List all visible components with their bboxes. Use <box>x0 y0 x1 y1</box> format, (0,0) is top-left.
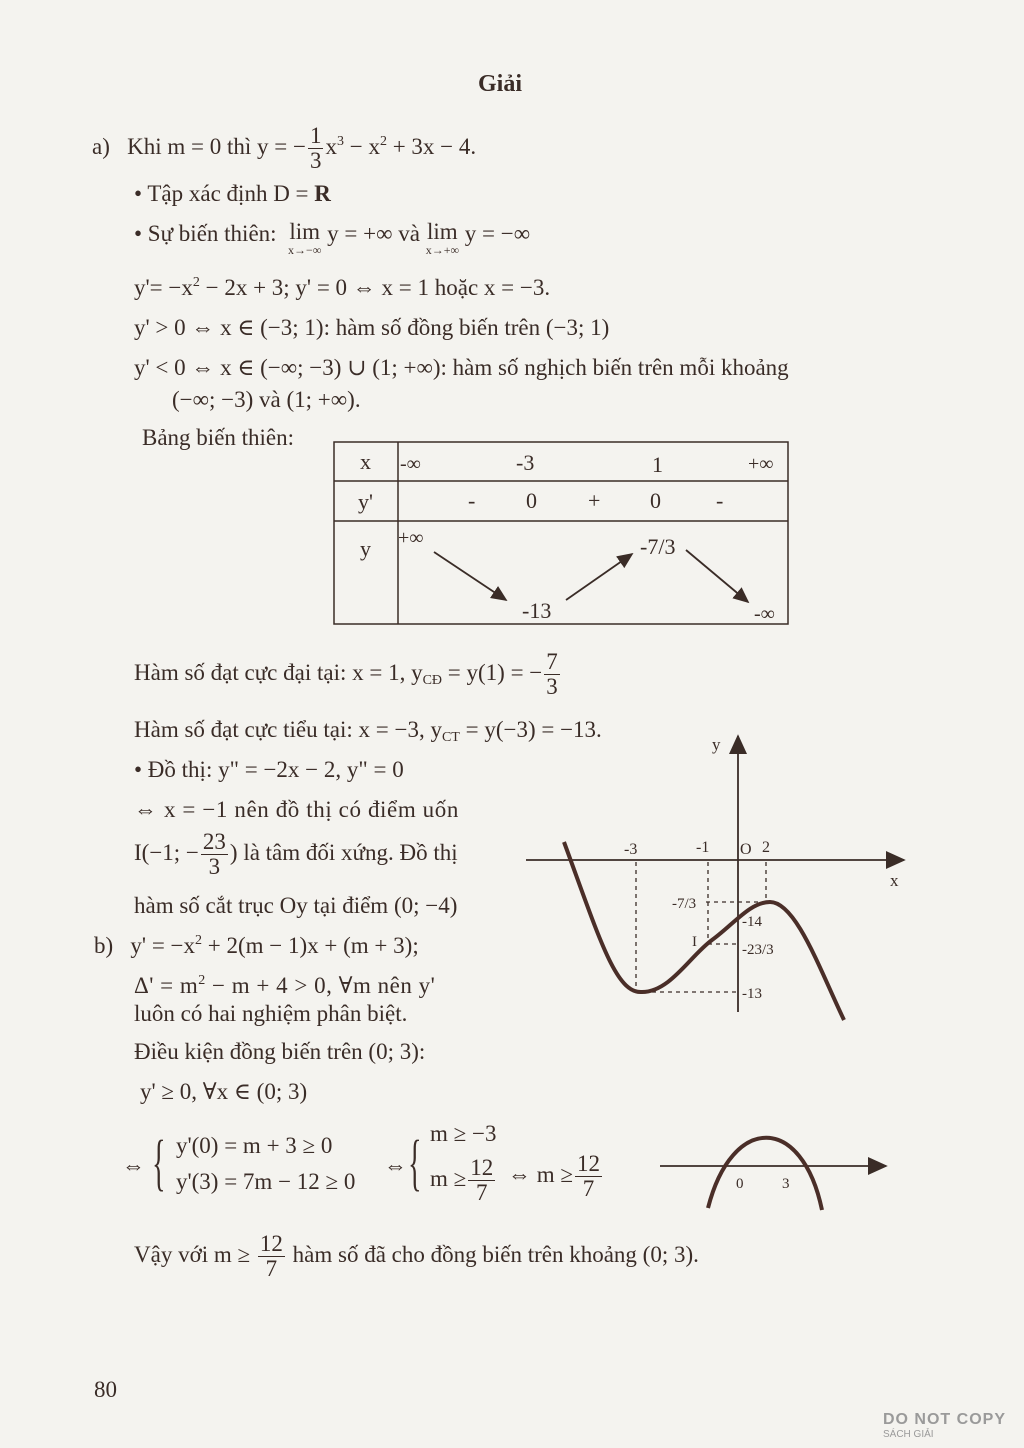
table-x-val: -3 <box>516 450 535 475</box>
graph-line-3: I(−1; − $\frac{23}{3}$ ) là tâm đối xứng. Đồ thị <box>134 829 458 879</box>
system-arrow-1: ⇔ <box>122 1153 145 1178</box>
system-2-eq-2: m ≥ $\frac{12}{7}$ <box>430 1155 494 1205</box>
system-2-eq-1: m ≥ −3 <box>430 1121 497 1146</box>
fraction: $\frac{7}{3}$ <box>546 649 558 699</box>
table-header-x: x <box>360 449 371 474</box>
watermark: DO NOT COPY SÁCH GIẢI <box>882 1411 1006 1440</box>
table-header-y: y <box>360 536 371 561</box>
section-title: Giải <box>478 71 523 97</box>
system-arrow-2: ⇔ <box>384 1153 407 1178</box>
tick-label: 2 <box>762 839 770 856</box>
part-b-line-3: luôn có hai nghiệm phân biệt. <box>134 1001 408 1026</box>
domain-line: • Tập xác định D = R <box>134 181 331 206</box>
cubic-graph <box>520 730 920 1030</box>
table-arrow-down <box>434 552 506 600</box>
variation-table <box>330 438 794 628</box>
conclusion-line: Vậy với m ≥ $\frac{12}{7}$ hàm số đã cho đồng biến trên khoảng (0; 3). <box>134 1231 699 1281</box>
derivative-line: $y'= -x^2 - 2x + 3$; y' = 0 ⇔ x = 1 hoặc x = −3. <box>134 275 551 300</box>
table-y-val: -13 <box>522 598 552 623</box>
fraction: $\frac{12}{7}$ <box>259 1231 283 1281</box>
maximum-line: Hàm số đạt cực đại tại: x = 1, $y_{CĐ} = y(1)$ = − $\frac{7}{3}$ <box>134 649 558 699</box>
minimum-line: Hàm số đạt cực tiểu tại: x = −3, $y_{CT} = y(-3) = -13$. <box>134 717 602 745</box>
part-b-line-1: b) $y' = -x^2 + 2(m - 1)x + (m + 3)$; <box>94 933 419 958</box>
table-y-val: -∞ <box>754 603 775 625</box>
graph-line-1: • Đồ thị: y" = −2x − 2, y" = 0 <box>134 757 404 782</box>
table-y-val: -7/3 <box>640 534 676 559</box>
system-1-eq-1: y'(0) = m + 3 ≥ 0 <box>176 1133 333 1158</box>
fraction: $\frac{12}{7}$ <box>470 1155 494 1205</box>
part-a-line-intro: a) Khi m = 0 thì y = − $\frac{1}{3}$ $x^3 - x^2 + 3x - 4$. <box>92 123 477 173</box>
origin-label: O <box>740 841 752 858</box>
table-dy-val: - <box>468 488 476 513</box>
fraction: $\frac{12}{7}$ <box>577 1151 601 1201</box>
table-dy-val: 0 <box>526 488 537 513</box>
table-arrow-up <box>566 554 632 600</box>
inflection-label: I <box>692 934 697 950</box>
part-b-line-4: Điều kiện đồng biến trên (0; 3): <box>134 1039 426 1064</box>
system-1-eq-2: y'(3) = 7m − 12 ≥ 0 <box>176 1169 356 1194</box>
table-dy-val: + <box>588 488 601 513</box>
limits-line: • Sự biến thiên: lim x→−∞ y = +∞ và lim x→+∞ y = −∞ <box>134 219 531 257</box>
tick-label: 3 <box>782 1176 790 1192</box>
decreasing-line-2: (−∞; −3) và (1; +∞). <box>172 387 361 412</box>
value-label: -13 <box>742 986 762 1002</box>
parabola-graph <box>656 1110 896 1214</box>
value-label: -23/3 <box>742 942 774 958</box>
table-x-val: 1 <box>652 452 663 477</box>
cubic-curve <box>564 842 844 1020</box>
table-y-val: +∞ <box>398 527 424 549</box>
table-label: Bảng biến thiên: <box>142 425 295 450</box>
table-arrow-down <box>686 550 748 602</box>
tick-label: -1 <box>696 839 710 856</box>
parabola-curve <box>708 1138 822 1210</box>
graph-line-2: ⇔ x = −1 nên đồ thị có điểm uốn <box>134 797 459 822</box>
limit-2: lim x→+∞ <box>425 219 460 257</box>
tick-label: -3 <box>624 841 638 858</box>
part-b-line-5: y' ≥ 0, ∀x ∈ (0; 3) <box>140 1079 308 1104</box>
fraction: $\frac{1}{3}$ <box>309 123 322 173</box>
fraction: $\frac{23}{3}$ <box>202 829 226 879</box>
brace: { <box>408 1129 422 1197</box>
increasing-line: y' > 0 ⇔ x ∈ (−3; 1): hàm số đồng biến trên (−3; 1) <box>134 315 610 340</box>
value-label: -14 <box>742 914 762 930</box>
y-axis-label: y <box>712 735 721 754</box>
table-header-dy: y' <box>358 489 373 514</box>
value-label: -7/3 <box>672 896 697 912</box>
x-axis-label: x <box>890 871 899 890</box>
brace: { <box>152 1129 166 1197</box>
table-dy-val: - <box>716 488 724 513</box>
system-result: ⇔ m ≥ $\frac{12}{7}$ <box>508 1151 601 1201</box>
tick-label: 0 <box>736 1176 744 1192</box>
table-x-val: -∞ <box>400 453 421 475</box>
decreasing-line: y' < 0 ⇔ x ∈ (−∞; −3) ∪ (1; +∞): hàm số nghịch biến trên mỗi khoảng <box>134 355 789 380</box>
part-b-line-2: $\Delta' = m^2 - m + 4 > 0$, ∀m nên y' <box>134 973 436 998</box>
table-dy-val: 0 <box>650 488 661 513</box>
graph-line-4: hàm số cắt trục Oy tại điểm (0; −4) <box>134 893 458 918</box>
table-x-val: +∞ <box>748 453 774 475</box>
limit-1: lim x→−∞ <box>288 219 322 257</box>
page-number: 80 <box>94 1377 117 1402</box>
